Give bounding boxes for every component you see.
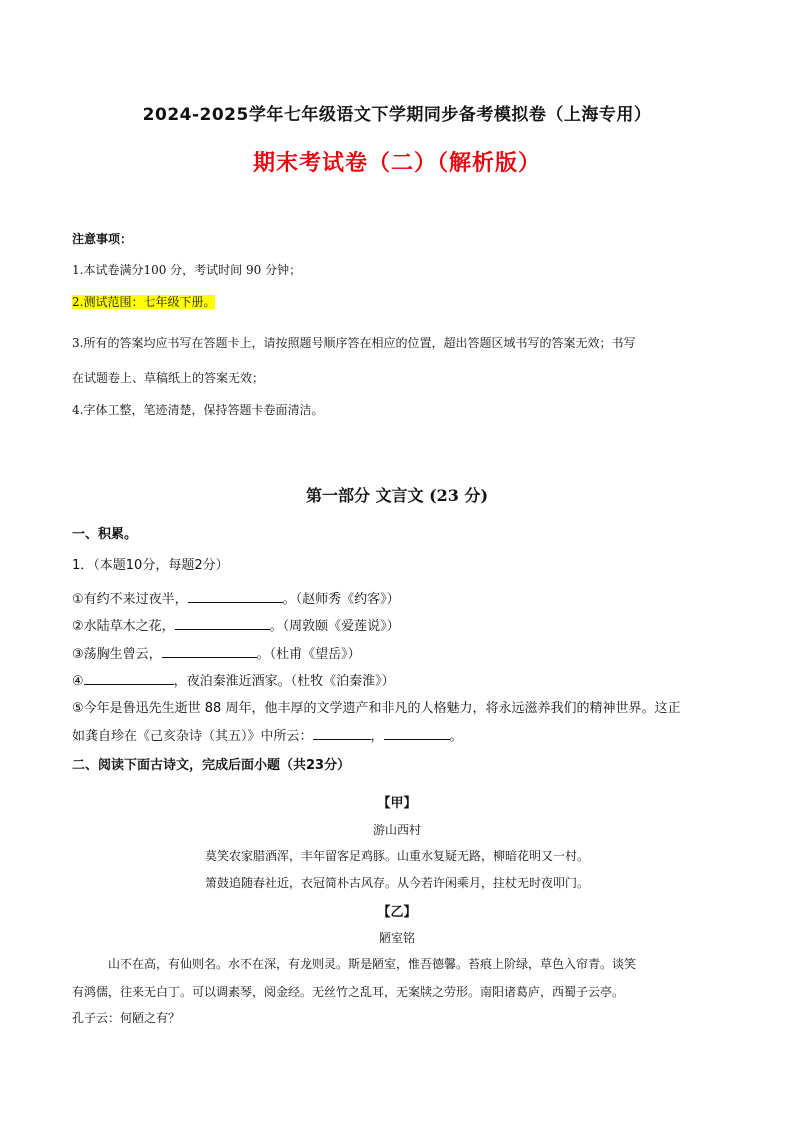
fill-blank-item-5-continued: [72, 727, 732, 746]
item-4-prefix: ④: [72, 674, 84, 689]
instruction-item-2-highlight: 2.测试范围：七年级下册。: [72, 295, 216, 309]
fill-blank-item-5: ⑤今年是鲁迅先生逝世 88 周年，他丰厚的文学遗产和非凡的人格魅力，将永远滋养我们的精神世界。这正: [72, 701, 681, 716]
fill-blank-item-3: [72, 645, 732, 664]
item-4-suffix: ，夜泊秦淮近酒家。（杜牧《泊秦淮》）: [173, 674, 395, 689]
section-title: 第一部分 文言文 (23 分): [305, 486, 489, 505]
instruction-item-1: 1.本试卷满分100 分，考试时间 90 分钟；: [72, 263, 302, 277]
text-yi-paragraph-line-1: 山不在高，有仙则名。水不在深，有龙则灵。斯是陋室，惟吾德馨。苔痕上阶绿，草色入帘青。谈笑: [108, 957, 637, 971]
fill-blank-item-1: [72, 590, 732, 609]
item-5-separator: ，: [370, 729, 384, 744]
answer-blank-5a[interactable]: [313, 727, 371, 740]
fill-blank-item-2: [72, 617, 732, 636]
text-jia-label: 【甲】: [377, 796, 417, 811]
item-2-suffix: 。（周敦颐《爱莲说》）: [269, 619, 400, 634]
text-jia-line-2: 箫鼓追随春社近，衣冠简朴古风存。从今若许闲乘月，拄杖无时夜叩门。: [204, 876, 589, 890]
answer-blank-1[interactable]: [188, 590, 283, 603]
fill-blank-item-4: [72, 672, 732, 691]
item-5-prefix: 如龚自珍在《己亥杂诗（其五）》中所云：: [72, 729, 313, 744]
instructions-block: [72, 230, 732, 417]
instruction-item-2: [72, 293, 215, 311]
item-5-suffix: 。: [449, 729, 463, 744]
text-yi-paragraph-line-3: 孔子云：何陋之有？: [72, 1011, 181, 1025]
instructions-heading: 注意事项：: [72, 232, 133, 246]
text-yi-title: 陋室铭: [378, 931, 415, 945]
question-1-header: 1．（本题10分，每题2分）: [72, 558, 229, 573]
text-yi-label: 【乙】: [377, 905, 417, 920]
item-3-suffix: 。（杜甫《望岳》）: [256, 647, 361, 662]
part1-heading: 一、积累。: [72, 527, 138, 542]
text-yi-paragraph-line-2: 有鸿儒，往来无白丁。可以调素琴，阅金经。无丝竹之乱耳，无案牍之劳形。南阳诸葛庐，西蜀子云亭。: [72, 985, 625, 999]
item-2-prefix: ②水陆草木之花，: [72, 619, 175, 634]
instruction-item-3: 3.所有的答案均应书写在答题卡上，请按照题号顺序答在相应的位置，超出答题区域书写的答案无效；书写: [72, 336, 636, 350]
text-jia-line-1: 莫笑农家腊酒浑，丰年留客足鸡豚。山重水复疑无路，柳暗花明又一村。: [204, 849, 589, 863]
item-3-prefix: ③荡胸生曾云，: [72, 647, 162, 662]
exam-series-title: 2024-2025学年七年级语文下学期同步备考模拟卷（上海专用）: [142, 105, 652, 125]
answer-blank-3[interactable]: [162, 645, 257, 658]
exam-main-title: 期末考试卷（二）（解析版）: [252, 151, 541, 176]
text-jia-title: 游山西村: [372, 823, 421, 837]
part2-heading: 二、阅读下面古诗文，完成后面小题（共23分）: [72, 758, 351, 773]
answer-blank-2[interactable]: [175, 617, 270, 630]
item-1-suffix: 。（赵师秀《约客》）: [282, 592, 400, 607]
item-1-prefix: ①有约不来过夜半，: [72, 592, 188, 607]
instruction-item-4: 4.字体工整，笔迹清楚，保持答题卡卷面清洁。: [72, 403, 324, 417]
answer-blank-5b[interactable]: [384, 727, 450, 740]
instruction-item-3-continued: 在试题卷上、草稿纸上的答案无效；: [72, 371, 265, 385]
answer-blank-4[interactable]: [84, 672, 174, 685]
